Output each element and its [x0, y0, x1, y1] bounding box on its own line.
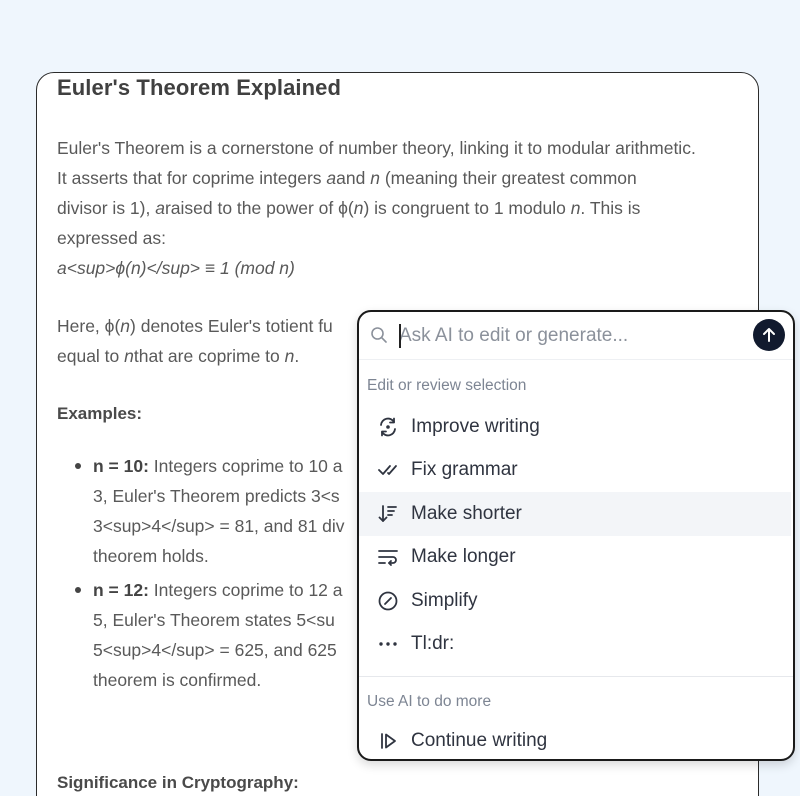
ai-search-bar — [359, 312, 793, 360]
circle-slash-icon — [377, 590, 399, 612]
menu-item-simplify[interactable] — [359, 579, 793, 623]
menu-item-make-longer[interactable] — [359, 536, 793, 580]
menu-item-label: Make longer — [411, 546, 516, 568]
menu-item-label: Fix grammar — [411, 459, 518, 481]
menu-item-label: Continue writing — [411, 729, 548, 751]
refresh-sparkle-icon — [377, 416, 399, 438]
menu-item-label: Make shorter — [411, 502, 522, 524]
ellipsis-icon — [377, 633, 399, 655]
document-title: Euler's Theorem Explained — [57, 75, 342, 100]
menu-divider — [359, 676, 793, 677]
significance-heading: Significance in Cryptography: — [57, 773, 299, 792]
group-label-edit: Edit or review selection — [367, 377, 527, 394]
edit-menu-list — [359, 405, 793, 666]
formula: a<sup>ϕ(n)</sup> ≡ 1 (mod n) — [57, 258, 295, 278]
menu-item-fix-grammar[interactable] — [359, 449, 793, 493]
menu-item-improve-writing[interactable] — [359, 405, 793, 449]
text-caret — [399, 324, 401, 348]
search-icon — [369, 325, 389, 345]
wrap-text-icon — [377, 546, 399, 568]
more-menu-list — [359, 719, 793, 761]
intro-line-1: Euler's Theorem is a cornerstone of number theory, linking it to modular arithmetic. — [57, 138, 696, 158]
intro-line-4: expressed as: — [57, 228, 166, 248]
examples-heading: Examples: — [57, 404, 143, 423]
totient-line-2: equal to nthat are coprime to n. — [57, 346, 300, 366]
play-step-icon — [377, 730, 399, 752]
ai-command-popup — [357, 310, 795, 761]
menu-item-make-shorter[interactable] — [359, 492, 791, 536]
double-check-icon — [377, 459, 399, 481]
intro-line-3: divisor is 1), araised to the power of ϕ(n) is congruent to 1 modulo n. This is — [57, 198, 641, 218]
sort-shorter-icon — [377, 503, 399, 525]
menu-item-label: Tl:dr: — [411, 633, 455, 655]
example-item: n = 10: Integers coprime to 10 a 3, Euler's Theorem predicts 3<s 3<sup>4</sup> = 81, and 81 div theorem holds. — [75, 451, 757, 571]
ai-prompt-input[interactable] — [399, 322, 739, 350]
menu-item-label: Improve writing — [411, 415, 540, 437]
menu-item-tldr[interactable] — [359, 623, 793, 667]
menu-item-continue-writing[interactable] — [359, 719, 793, 761]
arrow-up-icon — [760, 326, 778, 344]
totient-line-1: Here, ϕ(n) denotes Euler's totient fu — [57, 316, 333, 336]
send-button[interactable] — [753, 319, 785, 351]
menu-item-label: Simplify — [411, 589, 478, 611]
intro-line-2: It asserts that for coprime integers aand n (meaning their greatest common — [57, 168, 637, 188]
group-label-more: Use AI to do more — [367, 693, 492, 710]
example-item: n = 12: Integers coprime to 12 a 5, Euler's Theorem states 5<su 5<sup>4</sup> = 625, and 625 theorem is confirmed. — [75, 575, 757, 695]
